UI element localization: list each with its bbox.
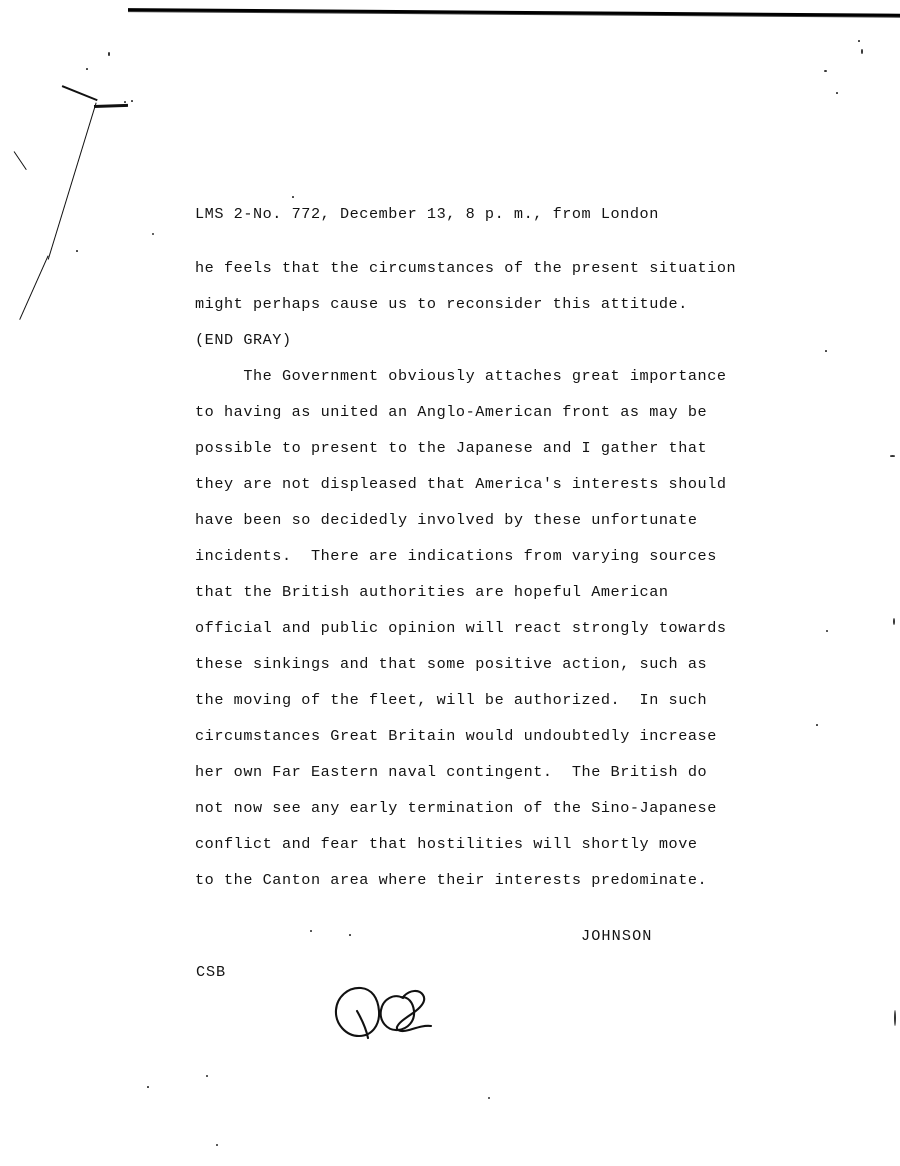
document-body-line: (END GRAY) bbox=[195, 331, 292, 349]
document-body-line: the moving of the fleet, will be authorized. In such bbox=[195, 691, 708, 709]
document-body-line: official and public opinion will react strongly towards bbox=[195, 619, 727, 637]
scan-speck bbox=[858, 40, 860, 42]
document-body-line: have been so decidedly involved by these unfortunate bbox=[195, 511, 698, 529]
scan-speck bbox=[124, 101, 126, 103]
scan-speck bbox=[488, 1097, 490, 1099]
scan-speck bbox=[152, 233, 154, 235]
paper-tear-line-lower bbox=[19, 255, 49, 319]
document-body-line: conflict and fear that hostilities will shortly move bbox=[195, 835, 698, 853]
signature-name: JOHNSON bbox=[581, 927, 653, 945]
document-body-line: that the British authorities are hopeful American bbox=[195, 583, 669, 601]
scan-speck bbox=[76, 250, 78, 252]
scan-speck bbox=[890, 455, 895, 457]
document-body-line: to the Canton area where their interests predominate. bbox=[195, 871, 708, 889]
document-body-line: her own Far Eastern naval contingent. The British do bbox=[195, 763, 708, 781]
scan-speck bbox=[349, 934, 351, 936]
document-body-line: might perhaps cause us to reconsider this attitude. bbox=[195, 295, 688, 313]
document-body-line: possible to present to the Japanese and I gather that bbox=[195, 439, 708, 457]
document-body-line: he feels that the circumstances of the present situation bbox=[195, 259, 737, 277]
scan-speck bbox=[836, 92, 838, 94]
scan-speck bbox=[894, 1010, 896, 1026]
paper-tear-stub bbox=[14, 151, 27, 170]
document-body-line: they are not displeased that America's interests should bbox=[195, 475, 727, 493]
paper-tear-branch-upper bbox=[62, 85, 98, 101]
scan-speck bbox=[86, 68, 88, 70]
scan-speck bbox=[824, 70, 827, 72]
scan-speck bbox=[131, 100, 133, 102]
top-edge-rule bbox=[128, 8, 900, 19]
handwritten-marking-qo2 bbox=[330, 980, 450, 1042]
document-body-line: The Government obviously attaches great importance bbox=[195, 367, 727, 385]
document-body-line: to having as united an Anglo-American front as may be bbox=[195, 403, 708, 421]
paper-tear-line-upper bbox=[47, 102, 96, 259]
document-body bbox=[195, 259, 855, 907]
scan-speck bbox=[861, 49, 863, 54]
document-body-line: these sinkings and that some positive action, such as bbox=[195, 655, 708, 673]
document-body-line: incidents. There are indications from varying sources bbox=[195, 547, 717, 565]
scan-speck bbox=[292, 196, 294, 198]
scan-speck bbox=[206, 1075, 208, 1077]
scan-speck bbox=[893, 618, 895, 625]
scan-speck bbox=[147, 1086, 149, 1088]
document-body-line: not now see any early termination of the Sino-Japanese bbox=[195, 799, 717, 817]
scan-speck bbox=[310, 930, 312, 932]
paper-tear-branch-horizontal bbox=[94, 104, 128, 108]
scan-speck bbox=[216, 1144, 218, 1146]
telegram-reference-line: LMS 2-No. 772, December 13, 8 p. m., from London bbox=[195, 205, 659, 223]
typist-initials: CSB bbox=[196, 963, 227, 981]
scan-speck bbox=[108, 52, 110, 56]
document-body-line: circumstances Great Britain would undoubtedly increase bbox=[195, 727, 717, 745]
